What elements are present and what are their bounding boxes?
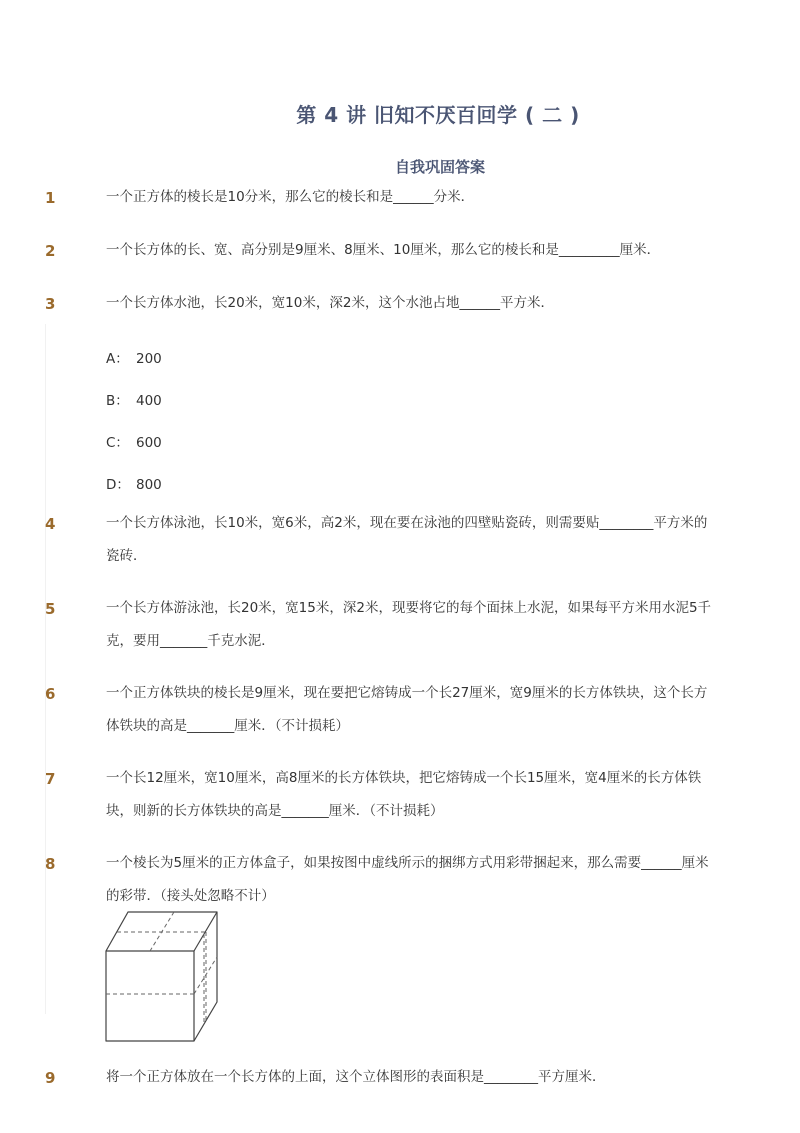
question-text: 一个正方体的棱长是10分米，那么它的棱长和是______分米． bbox=[106, 189, 475, 205]
question-number: 1 bbox=[45, 189, 56, 207]
cube-ribbon-figure bbox=[100, 909, 230, 1049]
question-number: 7 bbox=[45, 770, 56, 788]
option-label: C： bbox=[106, 435, 129, 451]
question-text: 将一个正方体放在一个长方体的上面，这个立体图形的表面积是________平方厘米． bbox=[106, 1069, 606, 1085]
page-title: 第 4 讲 旧知不厌百回学 ( 二 ) bbox=[296, 103, 580, 127]
question-number: 3 bbox=[45, 295, 56, 313]
question-number: 8 bbox=[45, 855, 56, 873]
section-subtitle: 自我巩固答案 bbox=[394, 158, 485, 176]
option-value: 600 bbox=[136, 435, 162, 451]
question-number: 5 bbox=[45, 600, 56, 618]
option-label: B： bbox=[106, 393, 129, 409]
question-text: 一个长12厘米，宽10厘米，高8厘米的长方体铁块，把它熔铸成一个长15厘米，宽4厘米的长方体铁块，则新的长方体铁块的高是_______厘米．（不计损耗） bbox=[106, 770, 702, 819]
option-label: D： bbox=[106, 477, 130, 493]
option-value: 400 bbox=[136, 393, 162, 409]
option-c bbox=[106, 431, 162, 451]
question-text: 一个长方体的长、宽、高分别是9厘米、8厘米、10厘米，那么它的棱长和是_________厘米． bbox=[106, 242, 661, 258]
margin-divider bbox=[45, 324, 46, 1014]
question-text: 一个长方体游泳池，长20米，宽15米，深2米，现要将它的每个面抹上水泥，如果每平方米用水泥5千克，要用_______千克水泥． bbox=[106, 600, 712, 649]
option-value: 800 bbox=[136, 477, 162, 493]
question-number: 2 bbox=[45, 242, 56, 260]
option-a bbox=[106, 347, 162, 367]
option-label: A： bbox=[106, 351, 129, 367]
question-text: 一个长方体泳池，长10米，宽6米，高2米，现在要在泳池的四壁贴瓷砖，则需要贴________平方米的瓷砖． bbox=[106, 515, 708, 564]
question-text: 一个棱长为5厘米的正方体盒子，如果按图中虚线所示的捆绑方式用彩带捆起来，那么需要______厘米的彩带．（接头处忽略不计） bbox=[106, 855, 709, 904]
question-number: 4 bbox=[45, 515, 56, 533]
option-b bbox=[106, 389, 162, 409]
question-number: 9 bbox=[45, 1069, 56, 1087]
question-number: 6 bbox=[45, 685, 56, 703]
option-d bbox=[106, 473, 162, 493]
option-value: 200 bbox=[136, 351, 162, 367]
question-text: 一个长方体水池，长20米，宽10米，深2米，这个水池占地______平方米． bbox=[106, 295, 554, 311]
question-text: 一个正方体铁块的棱长是9厘米，现在要把它熔铸成一个长27厘米，宽9厘米的长方体铁块，这个长方体铁块的高是_______厘米．（不计损耗） bbox=[106, 685, 708, 734]
